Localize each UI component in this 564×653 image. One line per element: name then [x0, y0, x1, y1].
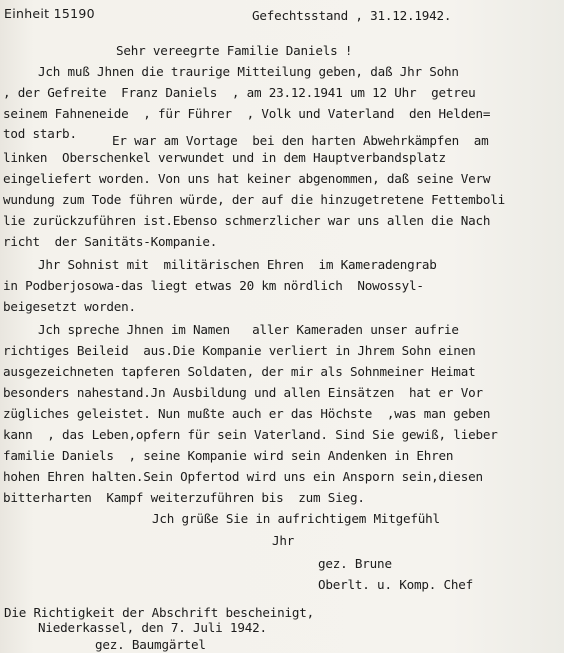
closing-greeting: Jch grüße Sie in aufrichtigem Mitgefühl: [152, 511, 440, 526]
signature-name: gez. Brune: [318, 556, 392, 571]
body-line: Jhr Sohnist mit militärischen Ehren im Kameradengrab: [38, 257, 437, 272]
body-line: richt der Sanitäts-Kompanie.: [3, 234, 218, 249]
signature-rank: Oberlt. u. Komp. Chef: [318, 577, 474, 592]
body-line: familie Daniels , seine Kompanie wird sein Andenken in Ehren: [3, 448, 454, 463]
body-line: tod starb.: [3, 126, 77, 141]
body-line: lie zurückzuführen ist.Ebenso schmerzlicher war uns allen die Nach: [3, 213, 491, 228]
unit-number: Einheit 15190: [4, 6, 95, 21]
body-line: eingeliefert worden. Von uns hat keiner abgenommen, daß seine Verw: [3, 171, 491, 186]
certification-line: Die Richtigkeit der Abschrift bescheinigt,: [4, 605, 315, 620]
certification-signature: gez. Baumgärtel: [95, 637, 206, 652]
body-line: hohen Ehren halten.Sein Opfertod wird uns ein Ansporn sein,diesen: [3, 469, 483, 484]
body-line: wundung zum Tode führen würde, der auf die hinzugetretene Fettemboli: [3, 192, 505, 207]
body-line: bitterharten Kampf weiterzuführen bis zum Sieg.: [3, 490, 365, 505]
signature-yours: Jhr: [272, 533, 295, 548]
body-line: beigesetzt worden.: [3, 299, 136, 314]
body-line: seinem Fahneneide , für Führer , Volk und Vaterland den Helden=: [3, 106, 491, 121]
place-date: Gefechtsstand , 31.12.1942.: [252, 8, 452, 23]
body-line: Jch spreche Jhnen im Namen aller Kameraden unser aufrie: [38, 322, 459, 337]
body-line: linken Oberschenkel verwundet und in dem Hauptverbandsplatz: [3, 150, 446, 165]
body-line: , der Gefreite Franz Daniels , am 23.12.1941 um 12 Uhr getreu: [3, 85, 476, 100]
certification-place-date: Niederkassel, den 7. Juli 1942.: [38, 620, 267, 635]
salutation: Sehr vereegrte Familie Daniels !: [116, 43, 353, 58]
body-line: Er war am Vortage bei den harten Abwehrkämpfen am: [112, 133, 489, 148]
body-line: Jch muß Jhnen die traurige Mitteilung geben, daß Jhr Sohn: [38, 64, 459, 79]
body-line: in Podberjosowa-das liegt etwas 20 km nördlich Nowossyl-: [3, 278, 424, 293]
body-line: besonders nahestand.Jn Ausbildung und allen Einsätzen hat er Vor: [3, 385, 483, 400]
body-line: zügliches geleistet. Nun mußte auch er das Höchste ,was man geben: [3, 406, 491, 421]
body-line: richtiges Beileid aus.Die Kompanie verliert in Jhrem Sohn einen: [3, 343, 476, 358]
body-line: ausgezeichneten tapferen Soldaten, der mir als Sohnmeiner Heimat: [3, 364, 476, 379]
body-line: kann , das Leben,opfern für sein Vaterland. Sind Sie gewiß, lieber: [3, 427, 498, 442]
